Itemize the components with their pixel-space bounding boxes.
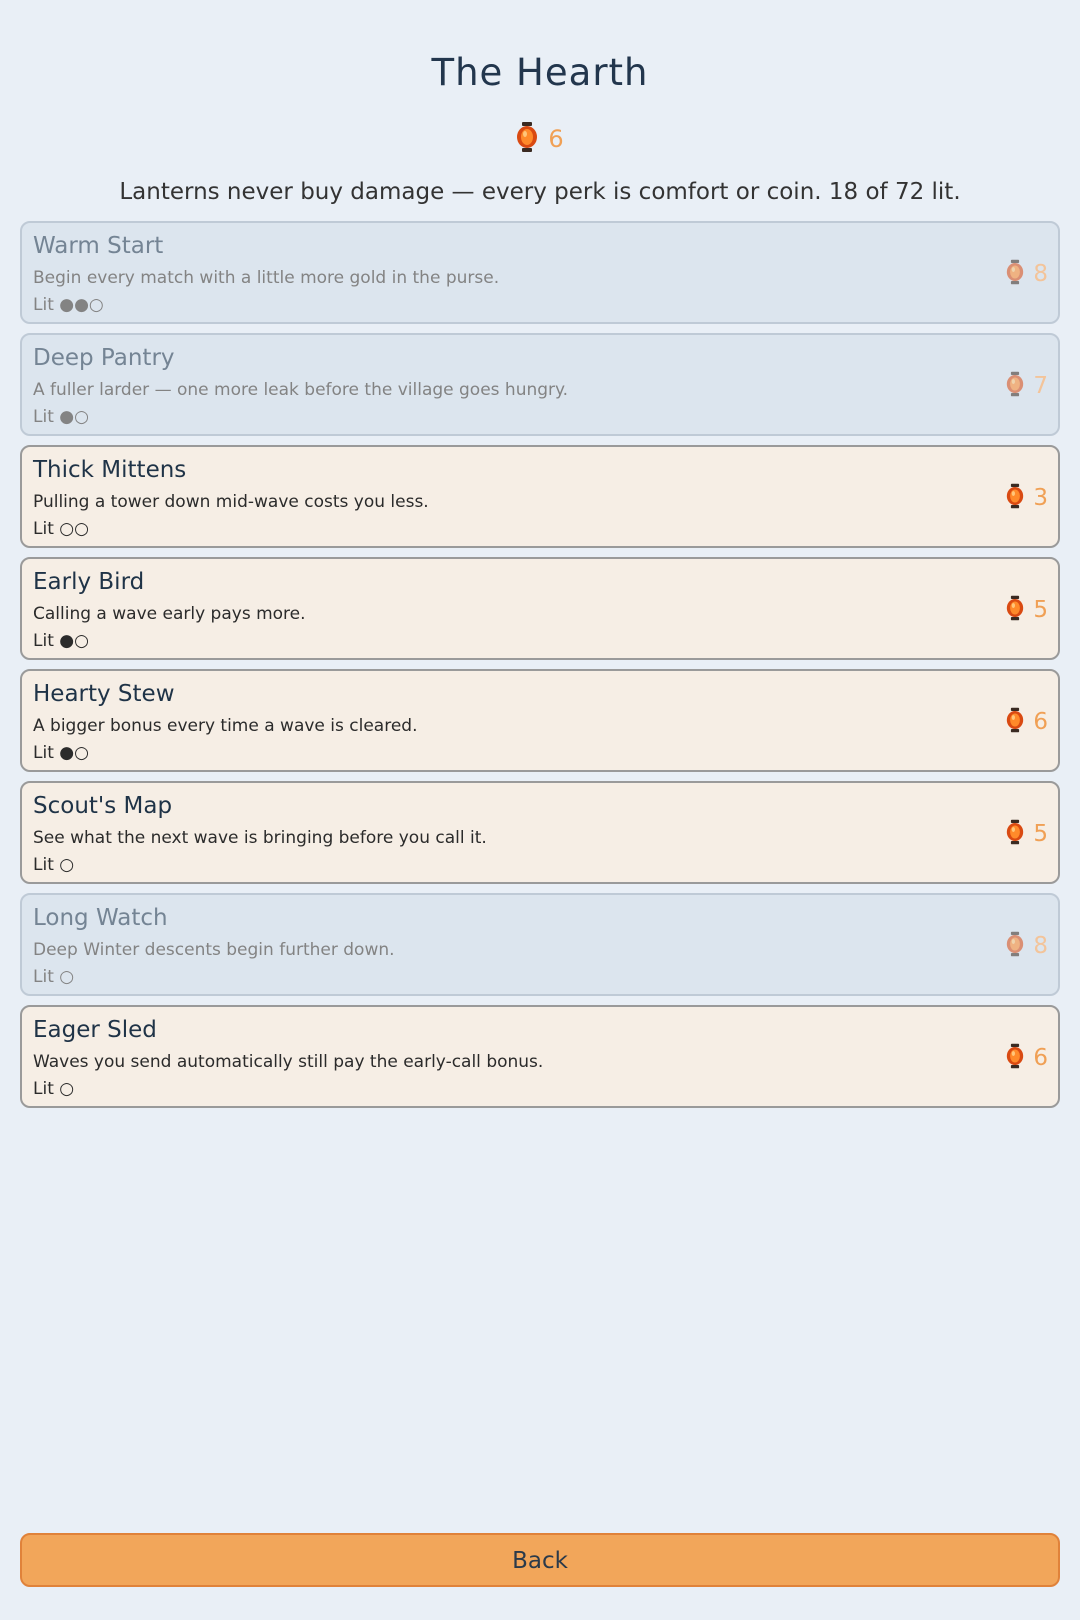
lantern-icon: [516, 122, 538, 156]
perk-lit-level: Lit ●○: [33, 407, 89, 427]
perk-cost-value: 8: [1033, 261, 1048, 287]
perk-cost: [1006, 818, 1048, 850]
lantern-icon: [1006, 819, 1024, 849]
perk-name: Hearty Stew: [33, 681, 175, 707]
perk-lit-level: Lit ○: [33, 855, 75, 875]
perk-description: See what the next wave is bringing before you call it.: [33, 828, 487, 848]
perk-card-scouts-map[interactable]: [20, 781, 1060, 884]
perk-cost: [1006, 1042, 1048, 1074]
perk-card-warm-start[interactable]: [20, 221, 1060, 324]
lantern-icon: [1006, 595, 1024, 625]
lantern-icon: [1006, 1043, 1024, 1073]
perk-card-early-bird[interactable]: [20, 557, 1060, 660]
back-button[interactable]: Back: [20, 1533, 1060, 1587]
page-title: The Hearth: [431, 51, 649, 94]
perk-name: Thick Mittens: [33, 457, 187, 483]
perk-card-long-watch[interactable]: [20, 893, 1060, 996]
perk-cost-value: 6: [1033, 709, 1048, 735]
perk-cost: [1006, 258, 1048, 290]
perk-name: Long Watch: [33, 905, 168, 931]
lantern-icon: [1006, 931, 1024, 961]
perk-cost-value: 5: [1033, 821, 1048, 847]
perk-cost: [1006, 706, 1048, 738]
perk-name: Eager Sled: [33, 1017, 157, 1043]
perk-description: Calling a wave early pays more.: [33, 604, 306, 624]
perk-card-deep-pantry[interactable]: [20, 333, 1060, 436]
perk-cost: [1006, 594, 1048, 626]
perk-cost-value: 8: [1033, 933, 1048, 959]
perk-name: Deep Pantry: [33, 345, 175, 371]
perk-card-thick-mittens[interactable]: [20, 445, 1060, 548]
perk-lit-level: Lit ○○: [33, 519, 89, 539]
lantern-icon: [1006, 483, 1024, 513]
perk-lit-level: Lit ●●○: [33, 295, 104, 315]
perk-cost-value: 7: [1033, 373, 1048, 399]
perk-description: Begin every match with a little more gold in the purse.: [33, 268, 500, 288]
perk-description: A fuller larder — one more leak before the village goes hungry.: [33, 380, 569, 400]
perk-description: A bigger bonus every time a wave is cleared.: [33, 716, 418, 736]
perk-lit-level: Lit ○: [33, 967, 75, 987]
perk-description: Waves you send automatically still pay the early-call bonus.: [33, 1052, 544, 1072]
perk-lit-level: Lit ●○: [33, 631, 89, 651]
lantern-balance: [0, 122, 1080, 156]
hearth-subtitle: Lanterns never buy damage — every perk is comfort or coin. 18 of 72 lit.: [119, 179, 961, 205]
perk-cost: [1006, 482, 1048, 514]
lantern-icon: [1006, 371, 1024, 401]
perk-name: Early Bird: [33, 569, 145, 595]
perk-card-eager-sled[interactable]: [20, 1005, 1060, 1108]
perk-description: Deep Winter descents begin further down.: [33, 940, 395, 960]
perk-card-hearty-stew[interactable]: [20, 669, 1060, 772]
lantern-count: 6: [548, 125, 564, 153]
perk-cost-value: 5: [1033, 597, 1048, 623]
perk-list: [20, 221, 1060, 1117]
perk-cost: [1006, 370, 1048, 402]
perk-lit-level: Lit ●○: [33, 743, 89, 763]
perk-description: Pulling a tower down mid-wave costs you less.: [33, 492, 429, 512]
perk-cost: [1006, 930, 1048, 962]
perk-cost-value: 3: [1033, 485, 1048, 511]
perk-lit-level: Lit ○: [33, 1079, 75, 1099]
perk-cost-value: 6: [1033, 1045, 1048, 1071]
perk-name: Scout's Map: [33, 793, 173, 819]
perk-name: Warm Start: [33, 233, 164, 259]
lantern-icon: [1006, 259, 1024, 289]
lantern-icon: [1006, 707, 1024, 737]
